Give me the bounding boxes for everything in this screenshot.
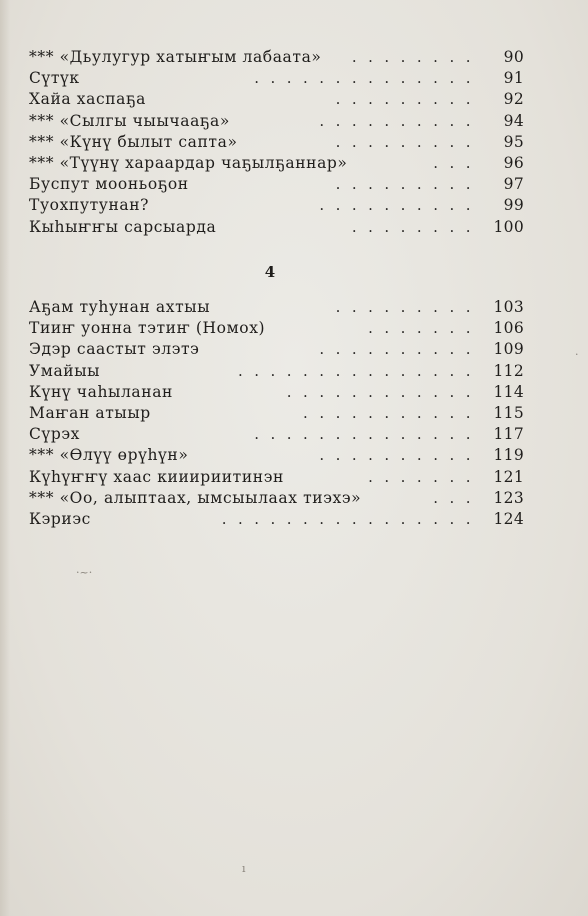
toc-entry-title: Умайыы (29, 361, 101, 380)
leader-dots: ......... (335, 298, 482, 316)
toc-entry-title: Маҥан атыыр (29, 403, 151, 422)
leader-dots: ............... (237, 361, 482, 380)
toc-entry (29, 297, 524, 318)
toc-entry-page: 97 (503, 175, 524, 194)
toc-entry-title: Тииҥ уонна тэтиҥ (Номох) (29, 319, 266, 338)
toc-entry-page: 106 (493, 319, 524, 338)
toc-entry-page: 92 (503, 90, 524, 109)
toc-entry-title: Хайа хаспаҕа (29, 90, 146, 109)
toc-entry (29, 382, 524, 403)
toc-entry (29, 509, 524, 530)
toc-entry (29, 488, 524, 509)
toc-entry (29, 339, 524, 360)
leader-dots: ......... (335, 175, 482, 194)
toc-entry (29, 89, 524, 110)
toc-entry-title: *** «Дьулугур хатыҥым лабаата» (29, 48, 322, 66)
toc-entry-page: 117 (493, 425, 524, 444)
leader-dots: ........ (351, 217, 482, 236)
toc-entry-title: Кэриэс (29, 509, 91, 528)
paper-speck: ·~· (76, 566, 93, 579)
leader-dots: .......... (319, 196, 482, 215)
toc-entry (29, 403, 524, 424)
toc-entry-title: Кыһыҥҥы сарсыарда (29, 217, 217, 236)
toc-entry-title: Сүтүк (29, 69, 80, 88)
leader-dots: .............. (254, 69, 482, 88)
toc-entry-title: *** «Сылгы чыычааҕа» (29, 111, 230, 130)
toc-entry (29, 47, 524, 68)
toc-entry-page: 95 (503, 132, 524, 151)
leader-dots: ....... (368, 467, 482, 486)
section-number: 4 (264, 263, 276, 281)
toc-entry-title: Туохпутунан? (29, 196, 150, 215)
toc-entry-title: Аҕам туһунан ахтыы (29, 298, 211, 316)
toc-entry (29, 68, 524, 89)
leader-dots: ........... (303, 403, 482, 422)
toc-entry-page: 121 (493, 467, 524, 486)
toc-entry (29, 361, 524, 382)
leader-dots: ... (433, 488, 482, 507)
toc-entry (29, 424, 524, 445)
leader-dots: .......... (319, 340, 482, 359)
toc-entry-page: 114 (493, 382, 524, 401)
leader-dots: .......... (319, 446, 482, 465)
toc-entry-title: *** «Күнү былыт сапта» (29, 132, 238, 151)
leader-dots: ............ (286, 382, 482, 401)
toc-section-2 (29, 297, 524, 530)
toc-entry-page: 119 (493, 446, 524, 465)
leader-dots: ....... (368, 319, 482, 338)
toc-entry-title: *** «Түүнү хараардар чаҕылҕаннар» (29, 153, 348, 172)
toc-entry-title: Сүрэх (29, 425, 80, 444)
toc-entry (29, 445, 524, 466)
toc-entry-page: 124 (493, 509, 524, 528)
toc-entry-title: Эдэр саастыт элэтэ (29, 340, 200, 359)
toc-entry-page: 103 (493, 298, 524, 316)
leader-dots: .............. (254, 425, 482, 444)
paper-speck: · (575, 348, 579, 361)
toc-entry-title: Буспут мооньоҕон (29, 175, 189, 194)
toc-entry-page: 115 (493, 403, 524, 422)
toc-entry-title: Күһүҥҥү хаас кииириитинэн (29, 467, 284, 486)
toc-entry (29, 195, 524, 216)
toc-entry (29, 467, 524, 488)
toc-entry-page: 109 (493, 340, 524, 359)
leader-dots: ........ (351, 48, 482, 66)
leader-dots: ................ (221, 509, 482, 528)
toc-entry-page: 99 (503, 196, 524, 215)
toc-entry-page: 94 (503, 111, 524, 130)
toc-entry-page: 96 (503, 153, 524, 172)
leader-dots: ......... (335, 90, 482, 109)
paper-speck: ı (242, 862, 246, 875)
toc-entry-page: 100 (493, 217, 524, 236)
toc-entry-page: 90 (503, 48, 524, 66)
toc-entry-title: *** «Өлүү өрүһүн» (29, 446, 189, 465)
leader-dots: .......... (319, 111, 482, 130)
toc-section-1 (29, 47, 524, 238)
leader-dots: ......... (335, 132, 482, 151)
toc-entry-page: 123 (493, 488, 524, 507)
toc-entry-page: 91 (503, 69, 524, 88)
toc-entry-page: 112 (493, 361, 524, 380)
toc-entry (29, 318, 524, 339)
leader-dots: ... (433, 153, 482, 172)
toc-entry (29, 153, 524, 174)
toc-entry-title: *** «Оо, алыптаах, ымсыылаах тиэхэ» (29, 488, 362, 507)
toc-entry-title: Күнү чаһыланан (29, 382, 173, 401)
toc-entry (29, 111, 524, 132)
page-edge-shadow (0, 0, 10, 916)
toc-entry (29, 174, 524, 195)
toc-entry (29, 132, 524, 153)
toc-entry (29, 217, 524, 238)
